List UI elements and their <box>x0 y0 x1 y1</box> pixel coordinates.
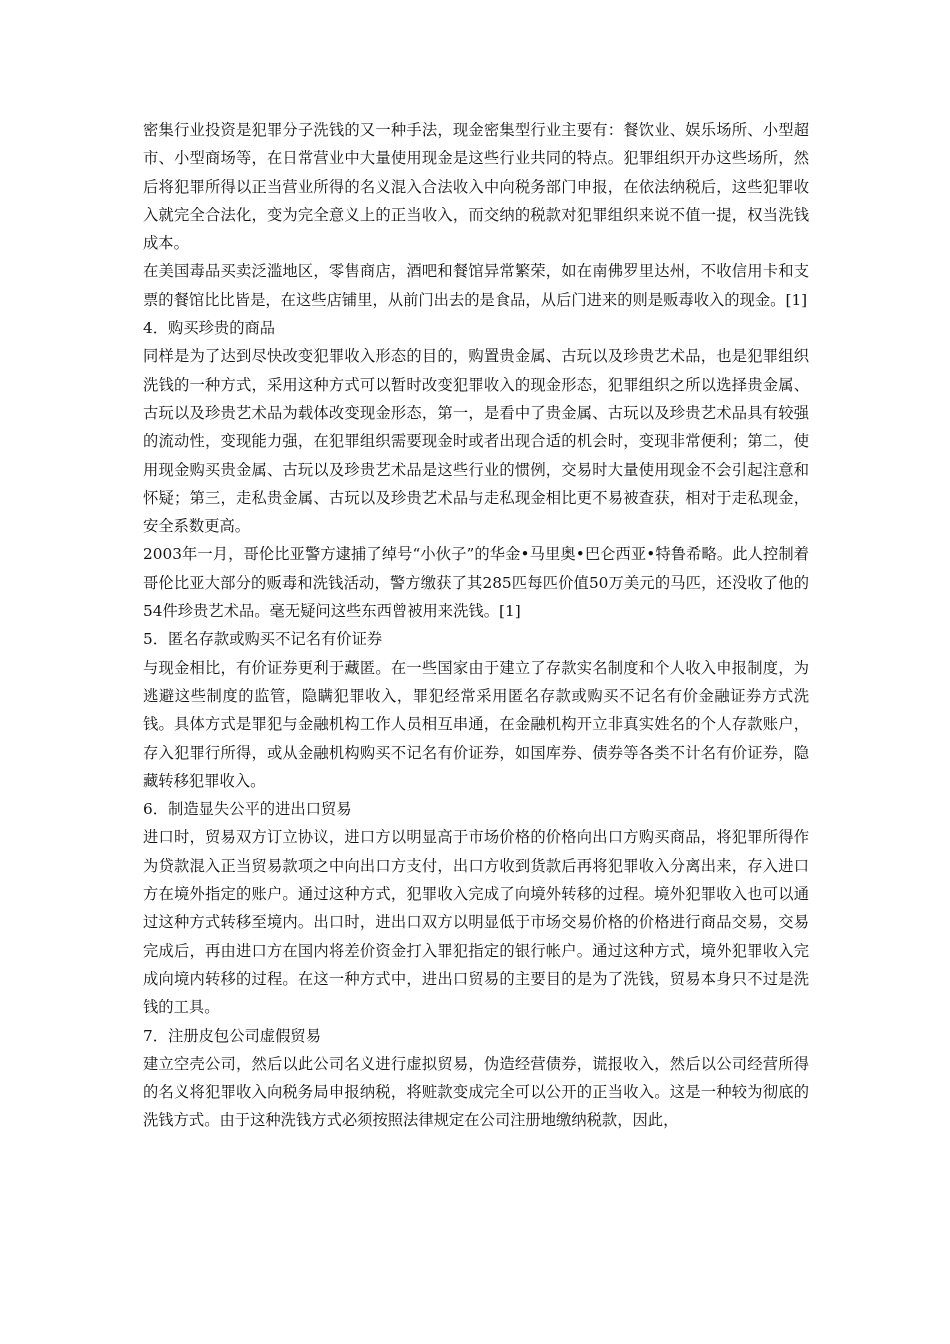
section-heading-precious-goods: 4．购买珍贵的商品 <box>143 319 276 338</box>
paragraph-anonymous-deposits: 与现金相比，有价证券更利于藏匿。在一些国家由于建立了存款实名制度和个人收入申报制度，为逃避这些制度的监管，隐瞒犯罪收入，罪犯经常采用匿名存款或购买不记名有价金融证券方式洗钱。具体方式是罪犯与金融机构工作人员相互串通，在金融机构开立非真实姓名的个人存款账户，存入犯罪行所得，或从金融机构购买不记名有价证券，如国库券、债券等各类不计名有价证券，隐藏转移犯罪收入。 <box>143 658 809 790</box>
paragraph-unfair-trade: 进口时，贸易双方订立协议，进口方以明显高于市场价格的价格向出口方购买商品，将犯罪所得作为贷款混入正当贸易款项之中向出口方支付，出口方收到货款后再将犯罪收入分离出来，存入进口方在境外指定的账户。通过这种方式，犯罪收入完成了向境外转移的过程。境外犯罪收入也可以通过这种方式转移至境内。出口时，进出口双方以明显低于市场交易价格的价格进行商品交易，交易完成后，再由进口方在国内将差价资金打入罪犯指定的银行帐户。通过这种方式，境外犯罪收入完成向境内转移的过程。在这一种方式中，进出口贸易的主要目的是为了洗钱，贸易本身只不过是洗钱的工具。 <box>143 828 809 1017</box>
section-heading-anonymous-deposits: 5．匿名存款或购买不记名有价证券 <box>143 630 383 649</box>
paragraph-precious-goods: 同样是为了达到尽快改变犯罪收入形态的目的，购置贵金属、古玩以及珍贵艺术品，也是犯罪组织洗钱的一种方式，采用这种方式可以暂时改变犯罪收入的现金形态，犯罪组织之所以选择贵金属、古玩以及珍贵艺术品为载体改变现金形态，第一，是看中了贵金属、古玩以及珍贵艺术品具有较强的流动性，变现能力强，在犯罪组织需要现金时或者出现合适的机会时，变现非常便利；第二，使用现金购买贵金属、古玩以及珍贵艺术品是这些行业的惯例，交易时大量使用现金不会引起注意和怀疑；第三，走私贵金属、古玩以及珍贵艺术品与走私现金相比更不易被查获，相对于走私现金，安全系数更高。 <box>143 347 809 536</box>
section-heading-unfair-trade: 6．制造显失公平的进出口贸易 <box>143 800 352 819</box>
paragraph-colombia-case: 2003年一月，哥伦比亚警方逮捕了绰号“小伙子”的华金•马里奥•巴仑西亚•特鲁希略。此人控制着哥伦比亚大部分的贩毒和洗钱活动，警方缴获了其285匹每匹价值50万美元的马匹，还没收了他的54件珍贵艺术品。毫无疑问这些东西曾被用来洗钱。[1] <box>143 545 809 621</box>
document-body <box>143 116 809 1135</box>
section-heading-shell-company: 7．注册皮包公司虚假贸易 <box>143 1026 321 1045</box>
paragraph-cash-intensive-industry: 密集行业投资是犯罪分子洗钱的又一种手法，现金密集型行业主要有：餐饮业、娱乐场所、小型超市、小型商场等，在日常营业中大量使用现金是这些行业共同的特点。犯罪组织开办这些场所，然后将犯罪所得以正当营业所得的名义混入合法收入中向税务部门申报，在依法纳税后，这些犯罪收入就完全合法化，变为完全意义上的正当收入，而交纳的税款对犯罪组织来说不值一提，权当洗钱成本。 <box>143 121 809 253</box>
paragraph-shell-company: 建立空壳公司，然后以此公司名义进行虚拟贸易，伪造经营债券，谎报收入，然后以公司经营所得的名义将犯罪收入向税务局申报纳税，将赃款变成完全可以公开的正当收入。这是一种较为彻底的洗钱方式。由于这种洗钱方式必须按照法律规定在公司注册地缴纳税款，因此， <box>143 1054 809 1130</box>
paragraph-us-drug-areas: 在美国毒品买卖泛滥地区，零售商店，酒吧和餐馆异常繁荣，如在南佛罗里达州，不收信用卡和支票的餐馆比比皆是，在这些店铺里，从前门出去的是食品，从后门进来的则是贩毒收入的现金。[1] <box>143 262 809 309</box>
